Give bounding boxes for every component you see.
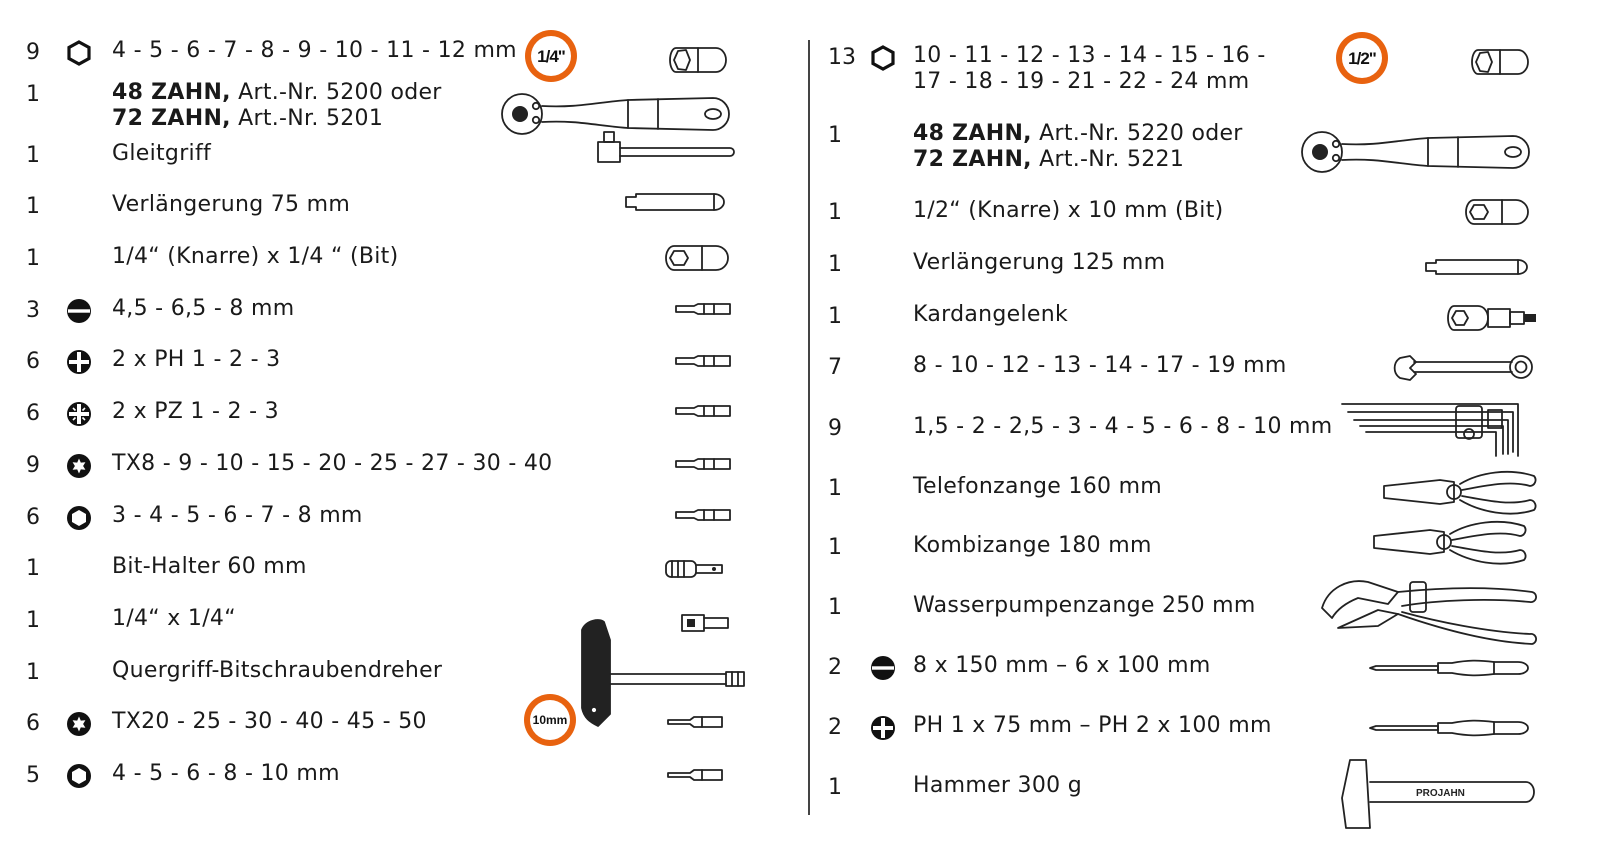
description-line <box>913 474 1162 500</box>
slotted-symbol-icon <box>870 655 896 681</box>
description-line <box>112 192 350 218</box>
item-description <box>913 533 1152 559</box>
text-segment: 4 - 5 - 6 - 8 - 10 mm <box>112 761 340 786</box>
item-quantity: 1 <box>26 660 40 685</box>
socket-icon <box>1470 44 1536 80</box>
item-quantity: 2 <box>828 655 842 680</box>
description-line <box>913 121 1243 147</box>
column-divider <box>808 40 810 815</box>
description-line <box>913 302 1068 328</box>
badge-half-inch: 1/2" <box>1336 32 1388 84</box>
item-quantity: 1 <box>26 556 40 581</box>
text-segment: Verlängerung 75 mm <box>112 192 351 217</box>
item-quantity: 6 <box>26 711 40 736</box>
item-quantity: 2 <box>828 715 842 740</box>
pozidriv-symbol-icon <box>66 401 92 427</box>
item-description <box>913 43 1266 95</box>
description-line <box>112 38 517 64</box>
long-bit-icon <box>666 766 726 784</box>
sliding-t-bar-icon <box>592 128 737 168</box>
hammer-icon <box>1336 758 1536 833</box>
text-segment: Kardangelenk <box>913 302 1069 327</box>
item-quantity: 1 <box>828 200 842 225</box>
item-quantity: 1 <box>26 82 40 107</box>
item-description <box>112 244 398 270</box>
screwdriver-icon <box>1368 656 1538 680</box>
adapter-icon <box>1464 197 1534 227</box>
hex-bit-symbol-icon <box>66 763 92 789</box>
description-line <box>913 198 1224 224</box>
item-quantity: 6 <box>26 401 40 426</box>
torx-symbol-icon <box>66 453 92 479</box>
bold-text: 48 ZAHN, <box>112 80 231 105</box>
slotted-symbol-icon <box>66 298 92 324</box>
hex-bit-symbol-icon <box>66 505 92 531</box>
description-line <box>112 399 279 425</box>
description-line <box>112 347 280 373</box>
socket-icon <box>668 42 734 78</box>
description-line <box>913 147 1243 173</box>
description-line <box>913 533 1152 559</box>
text-segment: Verlängerung 125 mm <box>913 250 1166 275</box>
text-segment: Wasserpumpenzange 250 mm <box>913 593 1256 618</box>
description-line <box>913 353 1287 379</box>
item-description <box>913 713 1272 739</box>
text-segment: 3 - 4 - 5 - 6 - 7 - 8 mm <box>112 503 363 528</box>
item-quantity: 1 <box>26 246 40 271</box>
description-line <box>112 709 427 735</box>
pliers-icon <box>1370 512 1530 572</box>
bold-text: 48 ZAHN, <box>913 121 1032 146</box>
description-line <box>913 653 1211 679</box>
text-segment: PH 1 x 75 mm – PH 2 x 100 mm <box>913 713 1272 738</box>
phillips-symbol-icon <box>870 715 896 741</box>
text-segment: 1/2“ (Knarre) x 10 mm (Bit) <box>913 198 1224 223</box>
item-description <box>112 141 211 167</box>
item-quantity: 9 <box>26 40 40 65</box>
bit-holder-icon <box>664 558 729 580</box>
text-segment: Hammer 300 g <box>913 773 1083 798</box>
bit-icon <box>674 402 734 420</box>
badge-quarter-inch: 1/4" <box>525 30 577 82</box>
hex-socket-symbol-icon <box>66 40 92 66</box>
item-description <box>913 250 1165 276</box>
item-quantity: 6 <box>26 505 40 530</box>
text-segment: Quergriff-Bitschraubendreher <box>112 658 443 683</box>
description-line <box>112 141 211 167</box>
item-description <box>112 296 294 322</box>
text-segment: Gleitgriff <box>112 141 212 166</box>
item-description <box>112 192 350 218</box>
item-description <box>112 761 340 787</box>
description-line <box>913 250 1165 276</box>
item-description <box>112 554 307 580</box>
item-description <box>913 302 1068 328</box>
item-description <box>112 347 280 373</box>
description-line <box>112 244 398 270</box>
description-line <box>112 296 294 322</box>
badge-10mm: 10 mm <box>524 694 576 746</box>
text-segment: Art.-Nr. 5201 <box>230 106 384 131</box>
item-description <box>112 80 442 132</box>
text-segment: 8 x 150 mm – 6 x 100 mm <box>913 653 1211 678</box>
long-bit-icon <box>666 713 726 731</box>
item-description <box>112 38 517 64</box>
text-segment: 1/4“ x 1/4“ <box>112 606 236 631</box>
item-description <box>112 451 552 477</box>
bit-icon <box>674 300 734 318</box>
extension-bar-icon <box>1424 255 1539 275</box>
description-line <box>913 593 1256 619</box>
text-segment: TX8 - 9 - 10 - 15 - 20 - 25 - 27 - 30 - 40 <box>112 451 553 476</box>
screwdriver-icon <box>1368 716 1538 740</box>
bit-icon <box>674 352 734 370</box>
text-segment: Bit-Halter 60 mm <box>112 554 307 579</box>
text-segment: Art.-Nr. 5220 oder <box>1031 121 1243 146</box>
description-line <box>112 451 552 477</box>
text-segment: 17 - 18 - 19 - 21 - 22 - 24 mm <box>913 69 1250 94</box>
item-description <box>112 399 279 425</box>
water-pump-pliers-icon <box>1318 568 1538 653</box>
item-quantity: 3 <box>26 298 40 323</box>
item-description <box>913 474 1162 500</box>
item-quantity: 7 <box>828 355 842 380</box>
text-segment: 4,5 - 6,5 - 8 mm <box>112 296 295 321</box>
combination-wrench-icon <box>1396 352 1536 382</box>
description-line <box>112 106 442 132</box>
extension-bar-icon <box>622 190 737 212</box>
hex-key-set-icon <box>1338 400 1538 460</box>
text-segment: 1/4“ (Knarre) x 1/4 “ (Bit) <box>112 244 399 269</box>
item-quantity: 1 <box>828 252 842 277</box>
item-quantity: 1 <box>828 304 842 329</box>
item-quantity: 13 <box>828 45 856 70</box>
description-line <box>112 80 442 106</box>
item-quantity: 1 <box>26 608 40 633</box>
text-segment: 8 - 10 - 12 - 13 - 14 - 17 - 19 mm <box>913 353 1287 378</box>
item-quantity: 1 <box>828 775 842 800</box>
item-description <box>913 353 1287 379</box>
description-line <box>112 554 307 580</box>
item-description <box>913 773 1082 799</box>
bold-text: 72 ZAHN, <box>112 106 231 131</box>
item-description <box>913 414 1333 440</box>
item-description <box>112 709 427 735</box>
description-line <box>913 414 1333 440</box>
torx-symbol-icon <box>66 711 92 737</box>
text-segment: Telefonzange 160 mm <box>913 474 1163 499</box>
item-quantity: 9 <box>26 453 40 478</box>
hammer-brand-label: PROJAHN <box>1416 788 1465 799</box>
item-quantity: 6 <box>26 349 40 374</box>
item-quantity: 1 <box>828 535 842 560</box>
item-description <box>112 503 363 529</box>
description-line <box>112 658 442 684</box>
ratchet-icon <box>1298 128 1538 178</box>
item-description <box>112 658 442 684</box>
item-description <box>913 198 1224 224</box>
description-line <box>112 503 363 529</box>
bit-icon <box>674 455 734 473</box>
item-quantity: 1 <box>828 123 842 148</box>
description-line <box>112 606 236 632</box>
item-quantity: 1 <box>26 194 40 219</box>
description-line <box>913 773 1082 799</box>
item-description <box>913 121 1243 173</box>
text-segment: Art.-Nr. 5221 <box>1031 147 1185 172</box>
text-segment: 10 - 11 - 12 - 13 - 14 - 15 - 16 - <box>913 43 1266 68</box>
phillips-symbol-icon <box>66 349 92 375</box>
item-quantity: 9 <box>828 416 842 441</box>
text-segment: Art.-Nr. 5200 oder <box>230 80 442 105</box>
item-quantity: 1 <box>828 476 842 501</box>
description-line <box>913 43 1266 69</box>
item-description <box>913 593 1256 619</box>
text-segment: 2 x PZ 1 - 2 - 3 <box>112 399 279 424</box>
universal-joint-icon <box>1446 300 1541 336</box>
adapter-icon <box>664 243 734 273</box>
item-description <box>112 606 236 632</box>
text-segment: 1,5 - 2 - 2,5 - 3 - 4 - 5 - 6 - 8 - 10 mm <box>913 414 1333 439</box>
item-quantity: 1 <box>26 143 40 168</box>
text-segment: 4 - 5 - 6 - 7 - 8 - 9 - 10 - 11 - 12 mm <box>112 38 517 63</box>
bold-text: 72 ZAHN, <box>913 147 1032 172</box>
description-line <box>112 761 340 787</box>
text-segment: TX20 - 25 - 30 - 40 - 45 - 50 <box>112 709 427 734</box>
text-segment: Kombizange 180 mm <box>913 533 1152 558</box>
item-quantity: 1 <box>828 595 842 620</box>
item-quantity: 5 <box>26 763 40 788</box>
hex-socket-symbol-icon <box>870 45 896 71</box>
bit-icon <box>674 506 734 524</box>
description-line <box>913 713 1272 739</box>
description-line <box>913 69 1266 95</box>
item-description <box>913 653 1211 679</box>
text-segment: 2 x PH 1 - 2 - 3 <box>112 347 281 372</box>
